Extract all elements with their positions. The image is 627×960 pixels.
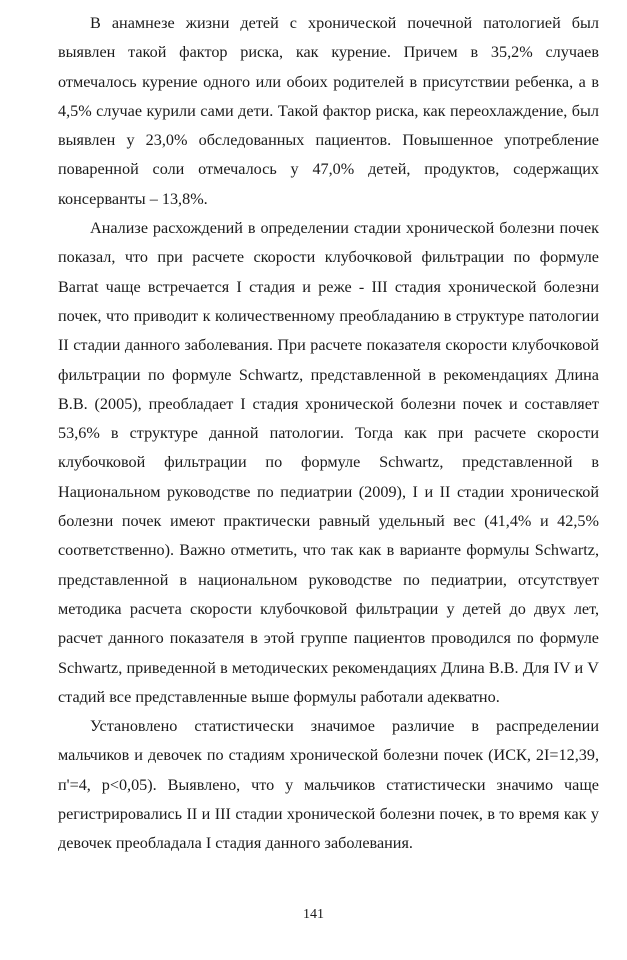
page-number: 141 bbox=[303, 907, 324, 922]
paragraph-gender-distribution: Установлено статистически значимое различие в распределении мальчиков и девочек по стадиям хронической болезни почек (ИСК, 2I=12,39, п'=4, p<0,05). Выявлено, что у мальчиков статистически значимо чаще регистрировались II и III стадии хронической болезни почек, в то время как у девочек преобладала I стадия данного заболевания. bbox=[58, 717, 599, 853]
body-text bbox=[58, 9, 599, 859]
paragraph-ckd-stage-analysis: Анализе расхождений в определении стадии хронической болезни почек показал, что при расчете скорости клубочковой фильтрации по формуле Barrat чаще встречается I стадия и реже - III стадия хронической болезни почек, что приводит к количественному преобладанию в структуре патологии II стадии данного заболевания. При расчете показателя скорости клубочковой фильтрации по формуле Schwartz, представленной в рекомендациях Длина В.В. (2005), преобладает I стадия хронической болезни почек и составляет 53,6% в структуре данной патологии. Тогда как при расчете скорости клубочковой фильтрации по формуле Schwartz, представленной в Национальном руководстве по педиатрии (2009), I и II стадии хронической болезни почек имеют практически равный удельный вес (41,4% и 42,5% соответственно). Важно отметить, что так как в варианте формулы Schwartz, представленной в национальном руководстве по педиатрии, отсутствует методика расчета скорости клубочковой фильтрации у детей до двух лет, расчет данного показателя в этой группе пациентов проводился по формуле Schwartz, приведенной в методических рекомендациях Длина В.В. Для IV и V стадий все представленные выше формулы работали адекватно. bbox=[58, 219, 599, 706]
paragraph-risk-factors: В анамнезе жизни детей с хронической почечной патологией был выявлен такой фактор риска, как курение. Причем в 35,2% случаев отмечалось курение одного или обоих родителей в присутствии ребенка, а в 4,5% случае курили сами дети. Такой фактор риска, как переохлаждение, был выявлен у 23,0% обследованных пациентов. Повышенное употребление поваренной соли отмечалось у 47,0% детей, продуктов, содержащих консерванты – 13,8%. bbox=[58, 14, 599, 208]
